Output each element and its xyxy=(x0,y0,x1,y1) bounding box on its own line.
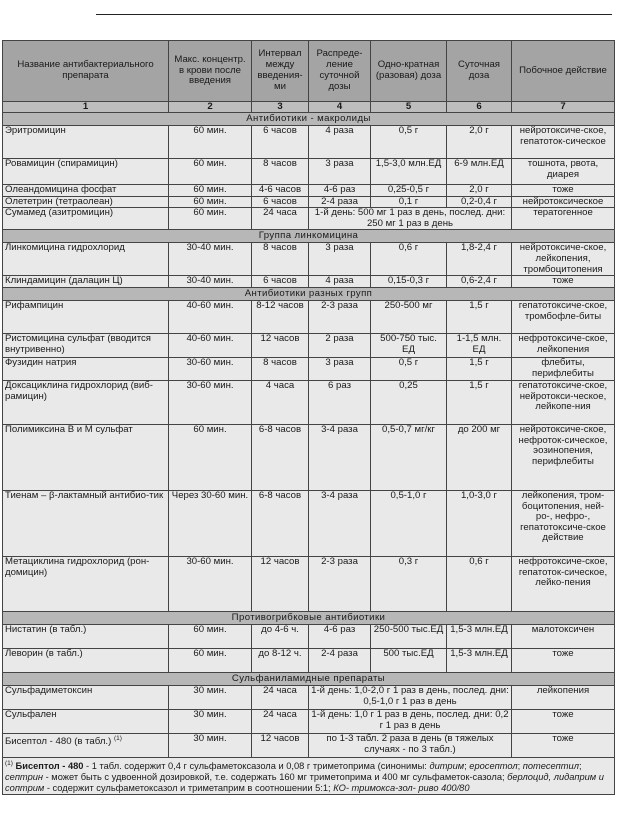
max-concentration: Через 30-60 мин. xyxy=(169,490,252,556)
drug-name: Олеандомицина фосфат xyxy=(3,185,169,197)
daily-distribution: 3 раза xyxy=(309,243,371,276)
col-number: 5 xyxy=(371,102,447,113)
interval: 6-8 часов xyxy=(252,490,309,556)
side-effect: нефротоксиче-ское, гепатоток-сическое, лейко-пения xyxy=(512,556,615,611)
daily-distribution: 2-4 раза xyxy=(309,648,371,672)
max-concentration: 30-40 мин. xyxy=(169,243,252,276)
max-concentration: 60 мин. xyxy=(169,208,252,230)
table-row xyxy=(3,276,615,288)
footnote-ref: (1) xyxy=(113,734,122,742)
dosage-regimen: 1-й день: 1,0-2,0 г 1 раз в день, послед. дни: 0,5-1,0 г 1 раз в день xyxy=(309,685,512,709)
single-dose: 0,25-0,5 г xyxy=(371,185,447,197)
footnote-text: ; xyxy=(517,761,523,772)
side-effect: гепатотоксиче-ское, нейротокси-ческое, лейкопе-ния xyxy=(512,380,615,424)
table-row xyxy=(3,709,615,733)
footnote-title: Бисептол - 480 xyxy=(15,761,84,772)
dosage-regimen: 1-й день: 500 мг 1 раз в день, послед. дни: 250 мг 1 раз в день xyxy=(309,208,512,230)
side-effect: тоже xyxy=(512,709,615,733)
daily-dose: 2,0 г xyxy=(447,126,512,159)
daily-distribution: 3-4 раза xyxy=(309,424,371,490)
drug-name: Ристомицина сульфат (вводится внутривенно) xyxy=(3,333,169,357)
drug-name: Сумамед (азитромицин) xyxy=(3,208,169,230)
daily-dose: 0,2-0,4 г xyxy=(447,196,512,208)
drug-name: Метациклина гидрохлорид (рон-домицин) xyxy=(3,556,169,611)
col-number: 7 xyxy=(512,102,615,113)
group-row xyxy=(3,230,615,243)
max-concentration: 30-60 мин. xyxy=(169,556,252,611)
interval: 8 часов xyxy=(252,357,309,380)
max-concentration: 60 мин. xyxy=(169,624,252,648)
footnote-text: ; xyxy=(578,761,582,772)
drug-name: Рифампицин xyxy=(3,300,169,333)
max-concentration: 60 мин. xyxy=(169,196,252,208)
interval: 4-6 часов xyxy=(252,185,309,197)
single-dose: 0,5 г xyxy=(371,357,447,380)
interval: 4 часа xyxy=(252,380,309,424)
footnote-drug-name: КО- тримокса-зол- риво 400/80 xyxy=(333,783,470,794)
interval: 8 часов xyxy=(252,159,309,185)
table-row xyxy=(3,490,615,556)
header-rule xyxy=(96,14,612,15)
table-row xyxy=(3,333,615,357)
interval: 12 часов xyxy=(252,333,309,357)
group-row xyxy=(3,113,615,126)
side-effect: тоже xyxy=(512,648,615,672)
side-effect: тошнота, рвота, диарея xyxy=(512,159,615,185)
table-row xyxy=(3,380,615,424)
drug-name: Сульфален xyxy=(3,709,169,733)
dosage-regimen: по 1-3 табл. 2 раза в день (в тяжелых случаях - по 3 табл.) xyxy=(309,733,512,757)
daily-dose: 1,5-3 млн.ЕД xyxy=(447,648,512,672)
table-row xyxy=(3,208,615,230)
daily-distribution: 4 раза xyxy=(309,276,371,288)
max-concentration: 60 мин. xyxy=(169,126,252,159)
interval: 6 часов xyxy=(252,276,309,288)
interval: до 4-6 ч. xyxy=(252,624,309,648)
dosage-regimen: 1-й день: 1,0 г 1 раз в день, послед. дни: 0,2 г 1 раз в день xyxy=(309,709,512,733)
interval: 6 часов xyxy=(252,196,309,208)
daily-dose: 2,0 г xyxy=(447,185,512,197)
drug-name: Сульфадиметоксин xyxy=(3,685,169,709)
interval: 12 часов xyxy=(252,733,309,757)
group-title-macrolides: Антибиотики - макролиды xyxy=(3,113,615,126)
antibiotics-table xyxy=(2,40,615,795)
max-concentration: 30-60 мин. xyxy=(169,357,252,380)
drug-name: Ровамицин (спирамицин) xyxy=(3,159,169,185)
side-effect: флебиты, перифлебиты xyxy=(512,357,615,380)
footnote-text: ; xyxy=(464,761,470,772)
max-concentration: 30 мин. xyxy=(169,709,252,733)
daily-distribution: 3 раза xyxy=(309,357,371,380)
group-title-lincomycin: Группа линкомицина xyxy=(3,230,615,243)
header-max-concentration: Макс. концентр. в крови после введения xyxy=(169,41,252,102)
drug-name: Клиндамицин (далацин Ц) xyxy=(3,276,169,288)
side-effect: гепатотоксиче-ское, тромбофле-биты xyxy=(512,300,615,333)
header-daily-dose: Суточная доза xyxy=(447,41,512,102)
table-row xyxy=(3,733,615,757)
single-dose: 0,15-0,3 г xyxy=(371,276,447,288)
side-effect: лейкопения, тром-боцитопения, ней-ро-, нефро-, гепатотоксиче-ское действие xyxy=(512,490,615,556)
footnote-drug-name: еросептол xyxy=(469,761,518,772)
col-number: 6 xyxy=(447,102,512,113)
side-effect: малотоксичен xyxy=(512,624,615,648)
max-concentration: 60 мин. xyxy=(169,424,252,490)
single-dose: 500-750 тыс. ЕД xyxy=(371,333,447,357)
drug-name: Доксациклина гидрохлорид (виб-рамицин) xyxy=(3,380,169,424)
table-row xyxy=(3,624,615,648)
drug-name: Полимиксина В и М сульфат xyxy=(3,424,169,490)
daily-dose: 1-1,5 млн. ЕД xyxy=(447,333,512,357)
footnote-drug-name: дитрим xyxy=(429,761,465,772)
group-title-sulfa: Сульфаниламидные препараты xyxy=(3,672,615,685)
daily-dose: 0,6 г xyxy=(447,556,512,611)
side-effect: тоже xyxy=(512,276,615,288)
table-row xyxy=(3,685,615,709)
daily-dose: 1,5 г xyxy=(447,380,512,424)
footnote-drug-name: потесептил xyxy=(522,761,579,772)
group-title-various: Антибиотики разных групп xyxy=(3,287,615,300)
daily-dose: 1,0-3,0 г xyxy=(447,490,512,556)
table-row xyxy=(3,159,615,185)
interval: 8 часов xyxy=(252,243,309,276)
footnote xyxy=(3,757,615,794)
interval: 8-12 часов xyxy=(252,300,309,333)
col-number: 1 xyxy=(3,102,169,113)
footnote-row xyxy=(3,757,615,794)
max-concentration: 60 мин. xyxy=(169,185,252,197)
drug-name: Леворин (в табл.) xyxy=(3,648,169,672)
daily-distribution: 4-6 раз xyxy=(309,624,371,648)
column-number-row xyxy=(3,102,615,113)
single-dose: 0,5 г xyxy=(371,126,447,159)
daily-dose: 1,5 г xyxy=(447,300,512,333)
footnote-mark: (1) xyxy=(5,759,13,767)
drug-name: Эритромицин xyxy=(3,126,169,159)
table-row xyxy=(3,300,615,333)
max-concentration: 30 мин. xyxy=(169,685,252,709)
group-row xyxy=(3,672,615,685)
footnote-text: - содержит сульфаметоксазол и триметаприм в соотношении 5:1; xyxy=(44,783,334,794)
single-dose: 0,5-0,7 мг/кг xyxy=(371,424,447,490)
daily-dose: до 200 мг xyxy=(447,424,512,490)
table-header-row xyxy=(3,41,615,102)
single-dose: 500 тыс.ЕД xyxy=(371,648,447,672)
group-title-antifungal: Противогрибковые антибиотики xyxy=(3,611,615,624)
table-row xyxy=(3,185,615,197)
max-concentration: 30-60 мин. xyxy=(169,380,252,424)
side-effect: тератогенное xyxy=(512,208,615,230)
table-row xyxy=(3,126,615,159)
drug-name-cell xyxy=(3,733,169,757)
daily-dose: 1,5-3 млн.ЕД xyxy=(447,624,512,648)
side-effect: лейкопения xyxy=(512,685,615,709)
daily-distribution: 2 раза xyxy=(309,333,371,357)
daily-distribution: 2-3 раза xyxy=(309,556,371,611)
daily-dose: 1,5 г xyxy=(447,357,512,380)
side-effect: нейротоксиче-ское, лейкопения, тромбоцитопения xyxy=(512,243,615,276)
col-number: 3 xyxy=(252,102,309,113)
single-dose: 0,25 xyxy=(371,380,447,424)
daily-distribution: 2-4 раза xyxy=(309,196,371,208)
footnote-drug-name: септрин xyxy=(5,772,44,783)
drug-name: Линкомицина гидрохлорид xyxy=(3,243,169,276)
max-concentration: 60 мин. xyxy=(169,159,252,185)
side-effect: нефротоксиче-ское, лейкопения xyxy=(512,333,615,357)
single-dose: 0,6 г xyxy=(371,243,447,276)
drug-name: Бисептол - 480 (в табл.) xyxy=(5,736,112,748)
single-dose: 250-500 тыс.ЕД xyxy=(371,624,447,648)
single-dose: 0,3 г xyxy=(371,556,447,611)
table-row xyxy=(3,424,615,490)
col-number: 4 xyxy=(309,102,371,113)
drug-name: Тиенам – β-лактамный антибио-тик xyxy=(3,490,169,556)
daily-dose: 1,8-2,4 г xyxy=(447,243,512,276)
single-dose: 1,5-3,0 млн.ЕД xyxy=(371,159,447,185)
table-row xyxy=(3,243,615,276)
footnote-text: - может быть с удвоенной дозировкой, т.е. содержать 160 мг триметоприма и 400 мг сульфаметок-сазола; xyxy=(43,772,508,783)
single-dose: 250-500 мг xyxy=(371,300,447,333)
side-effect: нейротоксическое xyxy=(512,196,615,208)
side-effect: тоже xyxy=(512,733,615,757)
header-single-dose: Одно-кратная (разовая) доза xyxy=(371,41,447,102)
daily-distribution: 4-6 раз xyxy=(309,185,371,197)
header-interval: Интервал между введения-ми xyxy=(252,41,309,102)
side-effect: нейротоксиче-ское, гепатоток-сическое xyxy=(512,126,615,159)
table-row xyxy=(3,648,615,672)
header-side-effect: Побочное действие xyxy=(512,41,615,102)
daily-distribution: 2-3 раза xyxy=(309,300,371,333)
max-concentration: 40-60 мин. xyxy=(169,300,252,333)
daily-distribution: 3 раза xyxy=(309,159,371,185)
col-number: 2 xyxy=(169,102,252,113)
table-row xyxy=(3,196,615,208)
daily-dose: 0,6-2,4 г xyxy=(447,276,512,288)
single-dose: 0,1 г xyxy=(371,196,447,208)
interval: 6 часов xyxy=(252,126,309,159)
interval: 6-8 часов xyxy=(252,424,309,490)
drug-name: Фузидин натрия xyxy=(3,357,169,380)
group-row xyxy=(3,611,615,624)
drug-name: Нистатин (в табл.) xyxy=(3,624,169,648)
single-dose: 0,5-1,0 г xyxy=(371,490,447,556)
group-row xyxy=(3,287,615,300)
table-row xyxy=(3,357,615,380)
table-row xyxy=(3,556,615,611)
footnote-drug-name: берлоцид, лидаприм и соптрим xyxy=(5,772,604,794)
header-name: Название антибактериального препарата xyxy=(3,41,169,102)
interval: 24 часа xyxy=(252,685,309,709)
side-effect: нейротоксиче-ское, нефроток-сическое, эозинопения, перифлебиты xyxy=(512,424,615,490)
max-concentration: 40-60 мин. xyxy=(169,333,252,357)
daily-distribution: 6 раз xyxy=(309,380,371,424)
interval: 12 часов xyxy=(252,556,309,611)
daily-distribution: 3-4 раза xyxy=(309,490,371,556)
max-concentration: 30-40 мин. xyxy=(169,276,252,288)
interval: до 8-12 ч. xyxy=(252,648,309,672)
drug-name: Олететрин (тетраолеан) xyxy=(3,196,169,208)
max-concentration: 60 мин. xyxy=(169,648,252,672)
header-daily-distribution: Распреде-ление суточной дозы xyxy=(309,41,371,102)
daily-distribution: 4 раза xyxy=(309,126,371,159)
max-concentration: 30 мин. xyxy=(169,733,252,757)
interval: 24 часа xyxy=(252,709,309,733)
daily-dose: 6-9 млн.ЕД xyxy=(447,159,512,185)
side-effect: тоже xyxy=(512,185,615,197)
interval: 24 часа xyxy=(252,208,309,230)
footnote-text: - 1 табл. содержит 0,4 г сульфаметоксазола и 0,08 г триметоприма (синонимы: xyxy=(83,761,430,772)
